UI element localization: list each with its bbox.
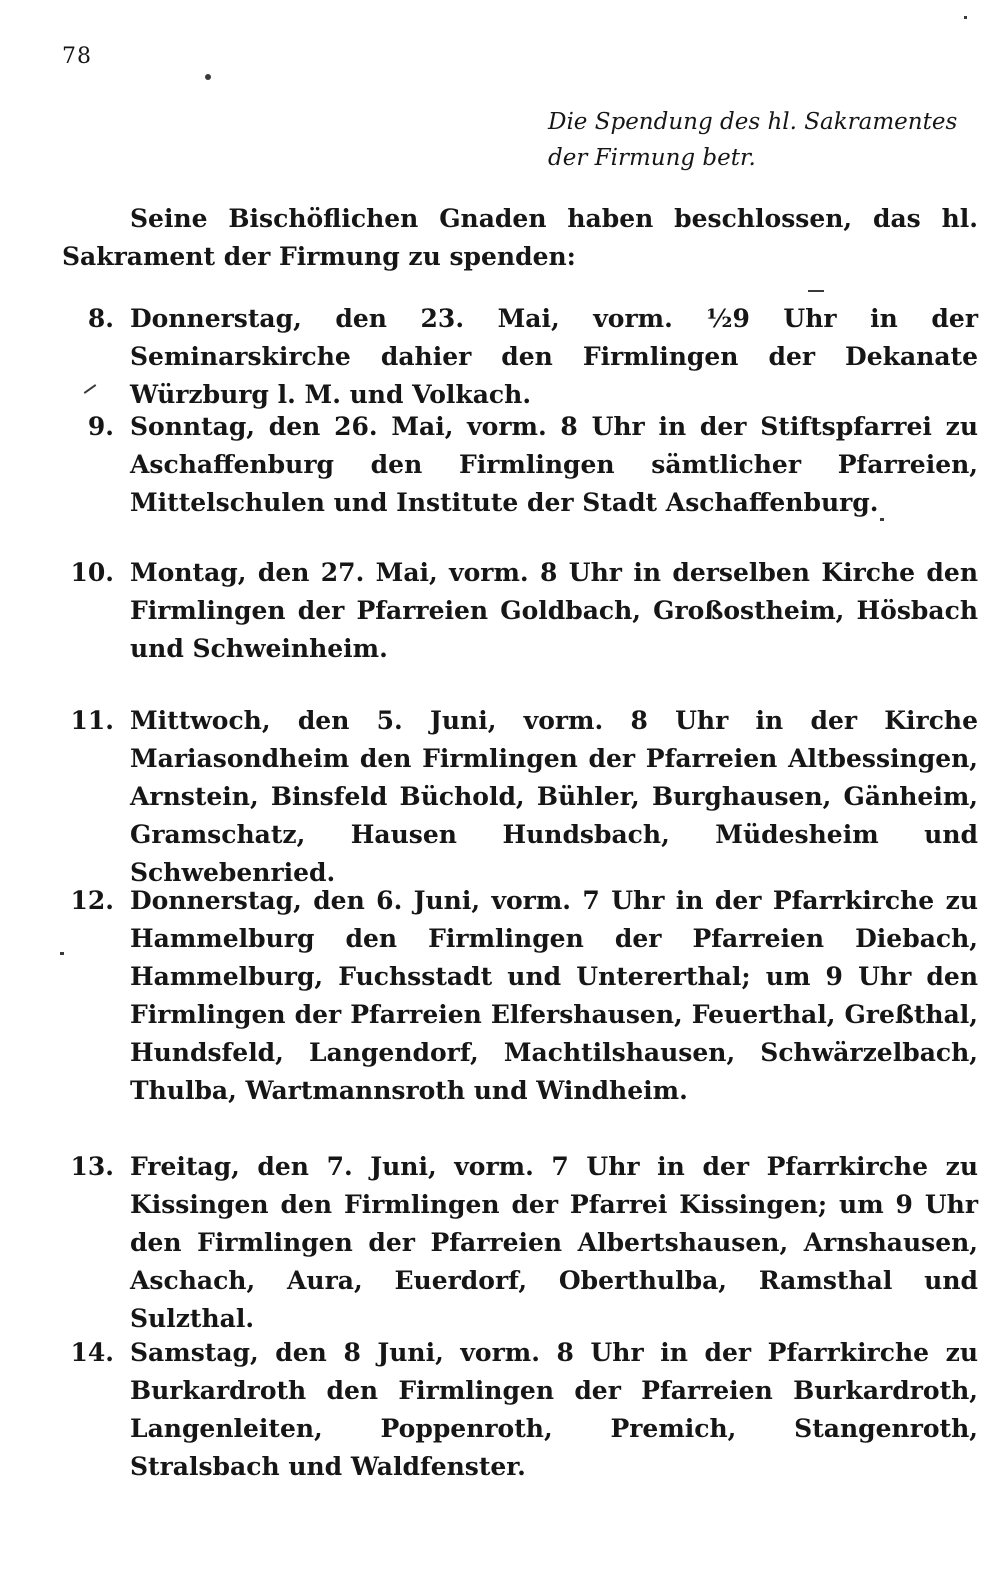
entry-13 — [62, 1148, 978, 1338]
scan-speck — [60, 952, 64, 955]
entry-text: Samstag, den 8 Juni, vorm. 8 Uhr in der Pfarrkirche zu Burkardroth den Firmlingen der Pfarreien Burkardroth, Langenleiten, Poppenroth, Premich, Stangenroth, Stralsbach und Waldfenster. — [130, 1338, 978, 1481]
entry-14 — [62, 1334, 978, 1486]
entry-text: Donnerstag, den 23. Mai, vorm. ½9 Uhr in der Seminarskirche dahier den Firmlingen der Dekanate Würzburg l. M. und Volkach. — [130, 304, 978, 409]
entry-text: Freitag, den 7. Juni, vorm. 7 Uhr in der Pfarrkirche zu Kissingen den Firmlingen der Pfarrei Kissingen; um 9 Uhr den Firmlingen der Pfarreien Albertshausen, Arnshausen, Aschach, Aura, Euerdorf, Oberthulba, Ramsthal und Sulzthal. — [130, 1152, 978, 1333]
intro-paragraph: Seine Bischöflichen Gnaden haben beschlossen, das hl. Sakrament der Firmung zu spenden: — [62, 204, 978, 271]
entry-text: Montag, den 27. Mai, vorm. 8 Uhr in derselben Kirche den Firmlingen der Pfarreien Goldbach, Großostheim, Hösbach und Schweinheim. — [130, 558, 978, 663]
scan-speck — [880, 518, 884, 521]
scan-speck — [205, 74, 211, 80]
entry-text: Sonntag, den 26. Mai, vorm. 8 Uhr in der Stiftspfarrei zu Aschaffenburg den Firmlingen sämtlicher Pfarreien, Mittelschulen und Institute der Stadt Aschaffenburg. — [130, 412, 978, 517]
entry-number: 13. — [70, 1152, 114, 1181]
scan-speck — [964, 16, 967, 19]
entry-text: Mittwoch, den 5. Juni, vorm. 8 Uhr in der Kirche Mariasondheim den Firmlingen der Pfarreien Altbessingen, Arnstein, Binsfeld Büchold, Bühler, Burghausen, Gänheim, Gramschatz, Hausen Hundsbach, Müdesheim und Schwebenried. — [130, 706, 978, 887]
entry-number: 9. — [87, 412, 114, 441]
entry-text: Donnerstag, den 6. Juni, vorm. 7 Uhr in der Pfarrkirche zu Hammelburg den Firmlingen der Pfarreien Diebach, Hammelburg, Fuchsstadt und Untererthal; um 9 Uhr den Firmlingen der Pfarreien Elfershausen, Feuerthal, Greßthal, Hundsfeld, Langendorf, Machtilshausen, Schwärzelbach, Thulba, Wartmannsroth und Windheim. — [130, 886, 978, 1105]
entry-number: 10. — [70, 558, 114, 587]
subject-line-2: der Firmung betr. — [548, 145, 756, 171]
entry-10 — [62, 554, 978, 668]
entry-number: 12. — [70, 886, 114, 915]
scan-mark — [808, 290, 824, 292]
page-number: 78 — [62, 44, 92, 69]
entry-12 — [62, 882, 978, 1110]
entry-number: 8. — [87, 304, 114, 333]
entry-number: 11. — [70, 706, 114, 735]
subject-line-1: Die Spendung des hl. Sakramentes — [548, 109, 958, 135]
subject-heading — [548, 104, 978, 176]
entry-9 — [62, 408, 978, 522]
entry-number: 14. — [70, 1338, 114, 1367]
entry-8 — [62, 300, 978, 414]
entry-11 — [62, 702, 978, 892]
